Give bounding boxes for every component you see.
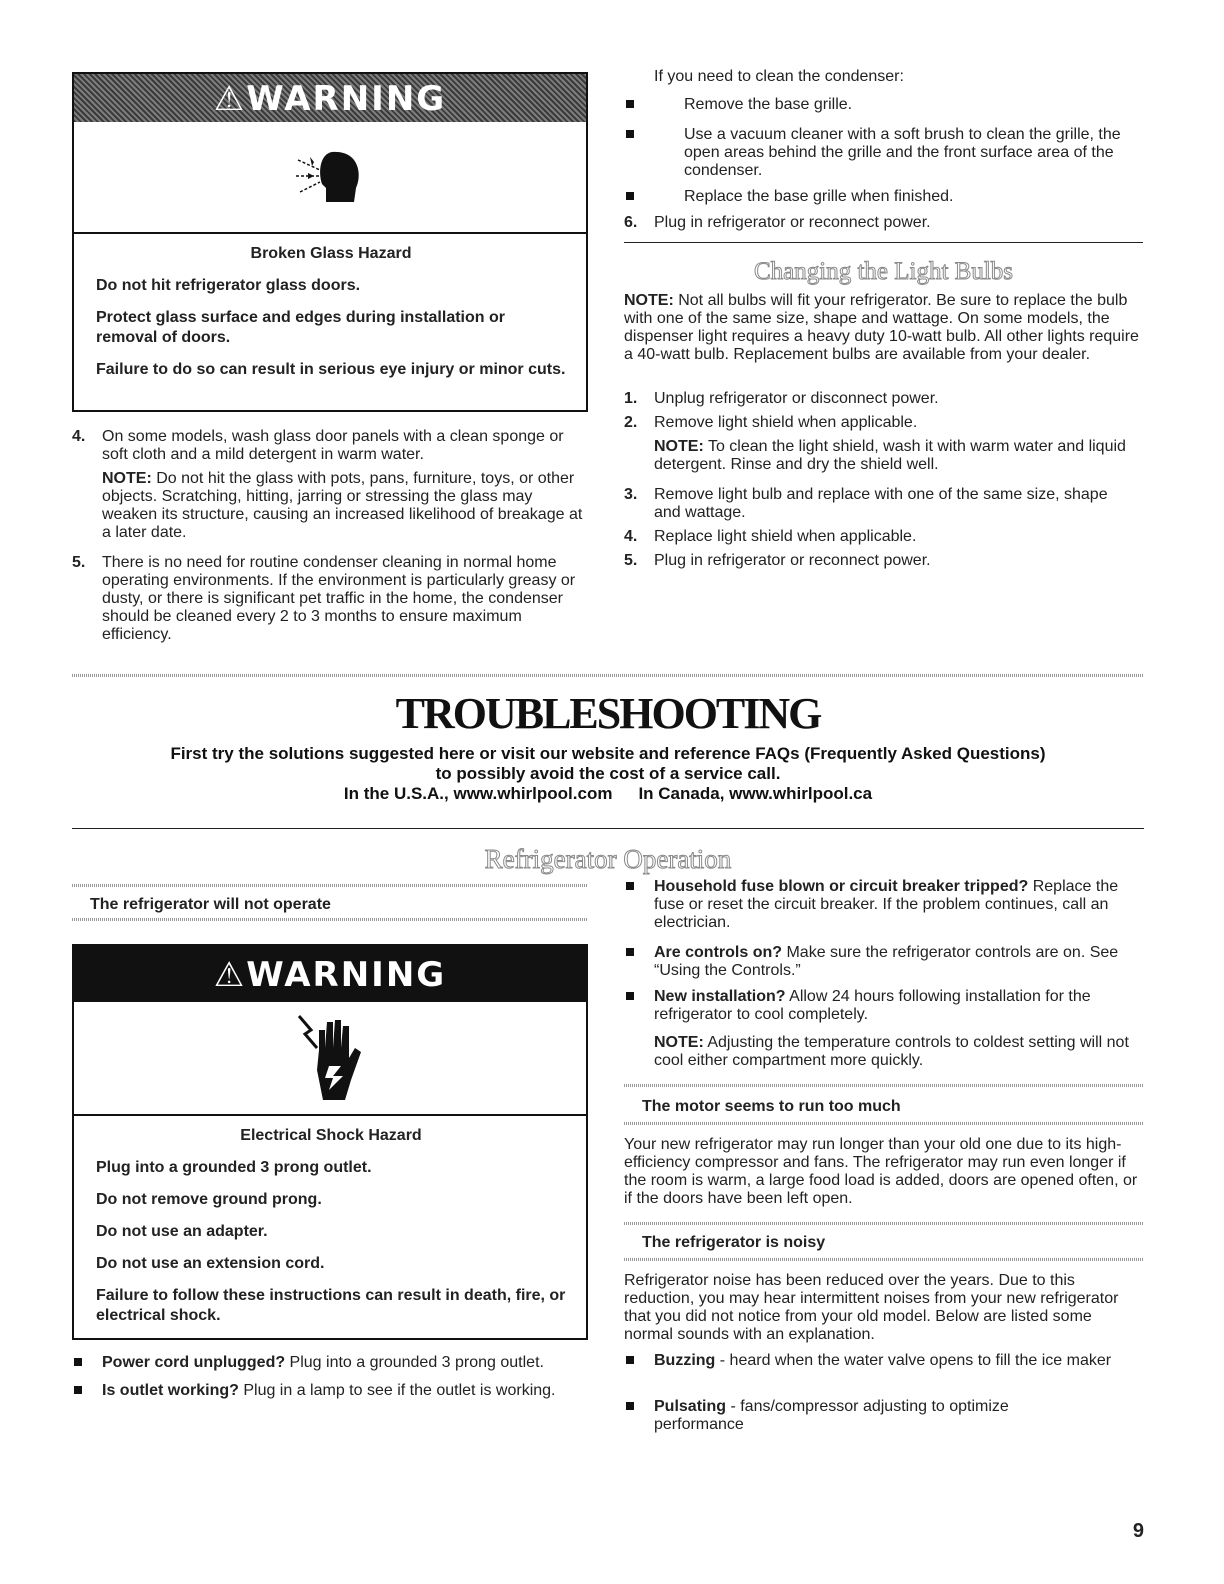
solution-text: Allow 24 hours following installation for the refrigerator to cool completely. <box>654 988 1091 1023</box>
condenser-intro: If you need to clean the condenser: <box>654 68 904 85</box>
step-number: 5. <box>624 552 638 569</box>
note-text: Adjusting the temperature controls to coldest setting will not cool either compartment more quickly. <box>654 1034 1129 1069</box>
warning-line: Do not use an adapter. <box>96 1223 268 1240</box>
intro-line: to possibly avoid the cost of a service call. <box>435 764 781 783</box>
note-label: NOTE: <box>654 1034 704 1051</box>
problem-title: The motor seems to run too much <box>642 1098 901 1115</box>
bullet-square <box>626 1402 634 1410</box>
bulb-step-text: Remove light bulb and replace with one of the same size, shape and wattage. <box>654 486 1108 521</box>
page-number: 9 <box>1132 1520 1144 1542</box>
solution-bold: Power cord unplugged? <box>102 1354 286 1371</box>
usa-website-link[interactable]: In the U.S.A., www.whirlpool.com <box>343 784 613 803</box>
bulb-step-text: Plug in refrigerator or reconnect power. <box>654 552 931 569</box>
bulb-step-text: Replace light shield when applicable. <box>654 528 917 545</box>
bullet-square <box>626 1356 634 1364</box>
hatched-divider <box>72 918 588 921</box>
step-number: 3. <box>624 486 638 503</box>
canada-website-link[interactable]: In Canada, www.whirlpool.ca <box>638 784 873 803</box>
condenser-bullet: Replace the base grille when finished. <box>684 188 954 205</box>
note-text: Do not hit the glass with pots, pans, furniture, toys, or other objects. Scratching, hitting, jarring or stressing the glass may weaken its structure, causing an increased likelihood of breakage at a later date. <box>102 470 583 541</box>
step-text: On some models, wash glass door panels with a clean sponge or soft cloth and a mild detergent in warm water. <box>102 428 564 463</box>
problem-title: The refrigerator is noisy <box>642 1234 826 1251</box>
hatched-divider <box>624 1258 1144 1261</box>
electrical-shock-warning-box <box>72 944 588 1340</box>
electrical-shock-hand-icon <box>74 1002 586 1116</box>
step-text: There is no need for routine condenser cleaning in normal home operating environments. If the environment is particularly greasy or dusty, or there is significant pet traffic in the home, the condenser should be cleaned every 2 to 3 months to ensure maximum efficiency. <box>102 554 576 643</box>
note-text: Not all bulbs will fit your refrigerator. Be sure to replace the bulb with one of the same size, shape and wattage. On some models, the dispenser light requires a heavy duty 10-watt bulb. All other lights require a 40-watt bulb. Replacement bulbs are available from your dealer. <box>624 292 1139 363</box>
warning-header: ⚠WARNING <box>74 946 586 1002</box>
hatched-divider <box>624 1222 1144 1225</box>
solution-bullet <box>654 988 1144 1024</box>
warning-header: ⚠WARNING <box>74 74 586 122</box>
hatched-divider <box>624 1084 1144 1087</box>
bullet-square <box>626 948 634 956</box>
bulb-step-note <box>654 438 1144 474</box>
bulbs-note <box>624 292 1144 364</box>
solution-text: Plug in a lamp to see if the outlet is working. <box>238 1382 556 1399</box>
section-heading: Changing the Light Bulbs <box>753 258 1014 285</box>
divider <box>72 828 1144 829</box>
problem-title: The refrigerator will not operate <box>90 896 331 913</box>
step-number: 4. <box>72 428 86 445</box>
sound-bullet <box>654 1398 1074 1434</box>
solution-bold: New installation? <box>654 988 786 1005</box>
bullet-square <box>626 192 634 200</box>
warning-line: Failure to follow these instructions can result in death, fire, or electrical shock. <box>96 1287 566 1324</box>
condenser-bullet: Use a vacuum cleaner with a soft brush to clean the grille, the open areas behind the grille and the front surface area of the condenser. <box>684 126 1121 179</box>
bullet-square <box>74 1386 82 1394</box>
solution-text: Make sure the refrigerator controls are on. See “Using the Controls.” <box>654 944 1119 979</box>
bulb-step-text: Unplug refrigerator or disconnect power. <box>654 390 939 407</box>
troubleshooting-title: TROUBLESHOOTING <box>395 689 821 738</box>
sound-explanation: - heard when the water valve opens to fill the ice maker <box>715 1352 1112 1369</box>
eye-injury-icon <box>74 122 586 234</box>
solution-text: Replace the fuse or reset the circuit breaker. If the problem continues, call an electrician. <box>654 878 1119 931</box>
step-number: 1. <box>624 390 638 407</box>
warning-line: Do not use an extension cord. <box>96 1255 325 1272</box>
bullet-square <box>626 992 634 1000</box>
note-text: To clean the light shield, wash it with warm water and liquid detergent. Rinse and dry the shield well. <box>654 438 1126 473</box>
solution-bullet <box>102 1354 588 1372</box>
hatched-divider <box>72 884 588 887</box>
broken-glass-warning-box <box>72 72 588 412</box>
solution-bold: Are controls on? <box>654 944 783 961</box>
bullet-square <box>626 100 634 108</box>
step-number: 2. <box>624 414 638 431</box>
warning-title: Broken Glass Hazard <box>250 245 412 262</box>
solution-bold: Household fuse blown or circuit breaker tripped? <box>654 878 1029 895</box>
warning-line: Plug into a grounded 3 prong outlet. <box>96 1159 372 1176</box>
bullet-square <box>626 130 634 138</box>
sound-explanation: - fans/compressor adjusting to optimize performance <box>654 1398 1009 1433</box>
warning-title: Electrical Shock Hazard <box>240 1127 422 1144</box>
intro-line: First try the solutions suggested here or visit our website and reference FAQs (Frequently Asked Questions) <box>170 744 1046 763</box>
warning-line: Protect glass surface and edges during installation or removal of doors. <box>96 309 505 346</box>
step-6-text: Plug in refrigerator or reconnect power. <box>654 214 931 231</box>
warning-line: Failure to do so can result in serious eye injury or minor cuts. <box>96 361 566 378</box>
solution-bold: Is outlet working? <box>102 1382 239 1399</box>
solution-note <box>654 1034 1144 1070</box>
section-heading: Refrigerator Operation <box>484 844 732 874</box>
step-number: 6. <box>624 214 638 231</box>
step-number: 5. <box>72 554 86 571</box>
intro-links <box>72 784 1144 804</box>
condenser-bullet: Remove the base grille. <box>684 96 853 113</box>
sound-name: Pulsating <box>654 1398 727 1415</box>
divider <box>624 242 1143 243</box>
troubleshooting-intro <box>72 744 1144 804</box>
sound-bullet <box>654 1352 1134 1370</box>
solution-bullet <box>654 878 1144 932</box>
note-label: NOTE: <box>102 470 152 487</box>
solution-bullet <box>102 1382 562 1400</box>
step-note <box>102 470 588 542</box>
hatched-divider <box>624 1122 1144 1125</box>
step-number: 4. <box>624 528 638 545</box>
step-5 <box>102 554 588 644</box>
note-label: NOTE: <box>624 292 674 309</box>
bullet-square <box>74 1358 82 1366</box>
bulb-step-text: Remove light shield when applicable. <box>654 414 918 431</box>
step-4 <box>102 428 588 542</box>
warning-line: Do not hit refrigerator glass doors. <box>96 277 361 294</box>
solution-bullet <box>654 944 1144 980</box>
solution-text: Plug into a grounded 3 prong outlet. <box>285 1354 544 1371</box>
problem-explanation: Refrigerator noise has been reduced over the years. Due to this reduction, you may hear intermittent noises from your new refrigerator that you did not notice from your old model. Below are listed some normal sounds with an explanation. <box>624 1272 1119 1343</box>
problem-explanation: Your new refrigerator may run longer than your old one due to its high-efficiency compressor and fans. The refrigerator may run even longer if the room is warm, a large food load is added, doors are opened often, or if the doors have been left open. <box>624 1136 1138 1207</box>
hatched-divider <box>72 674 1144 677</box>
note-label: NOTE: <box>654 438 704 455</box>
sound-name: Buzzing <box>654 1352 716 1369</box>
warning-line: Do not remove ground prong. <box>96 1191 322 1208</box>
bullet-square <box>626 882 634 890</box>
